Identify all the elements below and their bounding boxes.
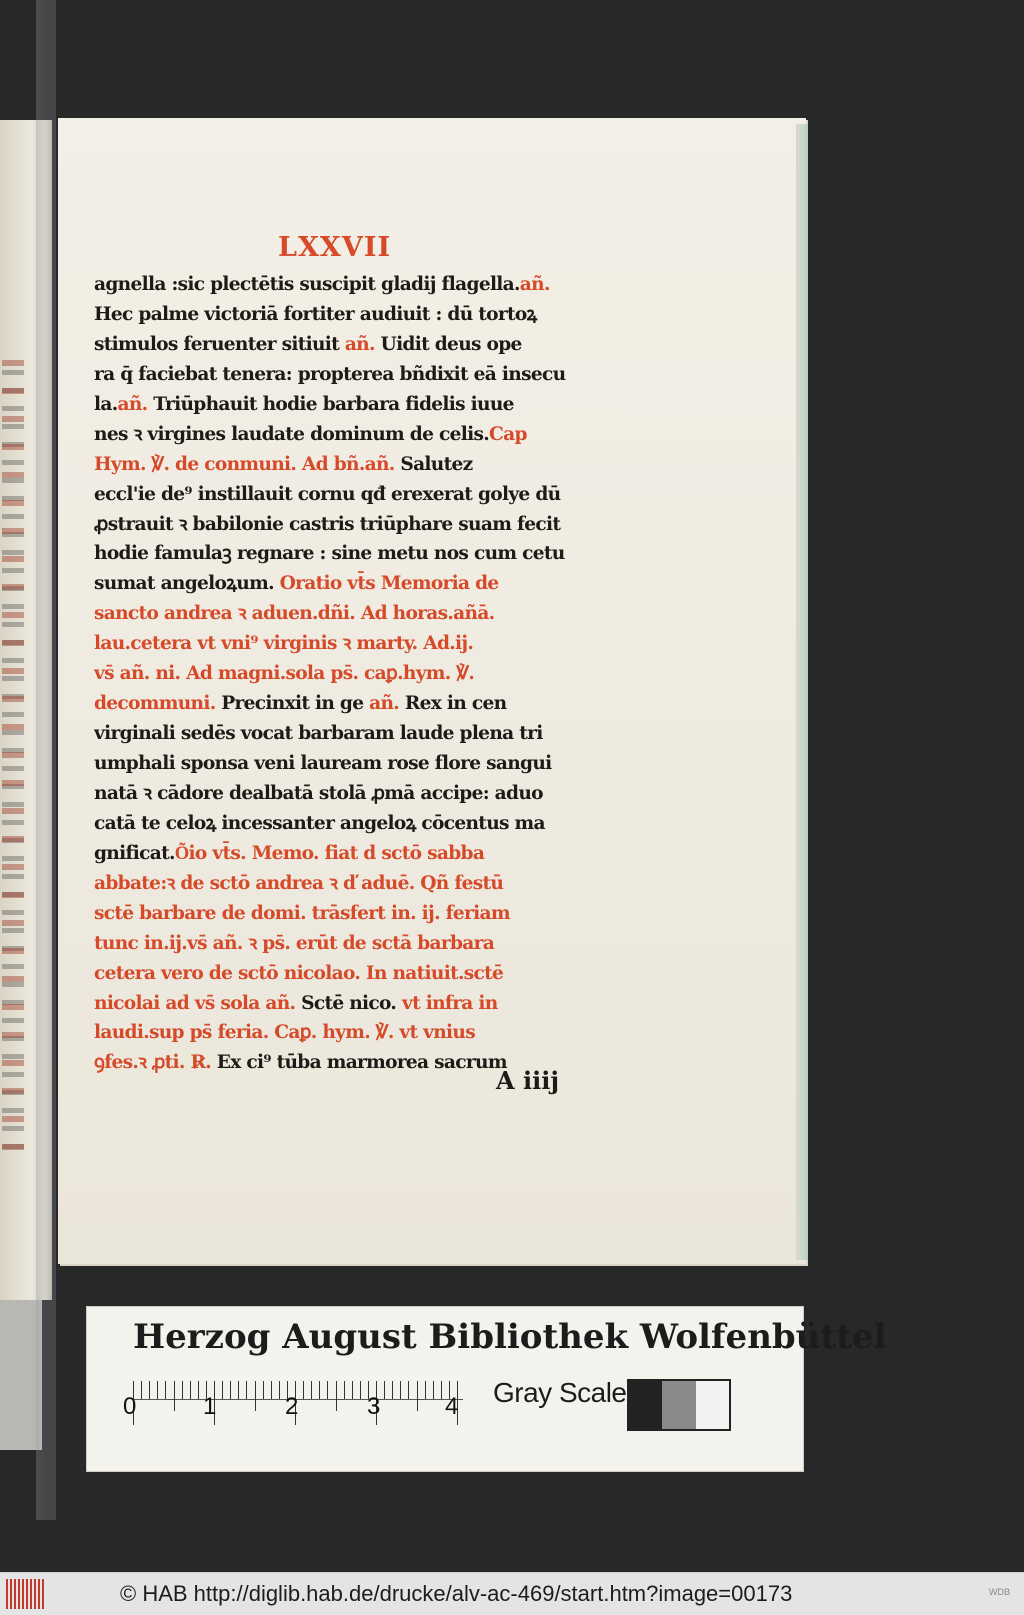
text-line [94, 809, 606, 839]
ruler-tick [441, 1381, 442, 1399]
ruler-tick [344, 1381, 345, 1399]
body-text: eccl'ie de⁹ instillauit cornu qđ erexerat golye dū [94, 483, 561, 505]
text-line [94, 719, 606, 749]
ruler-tick [149, 1381, 150, 1399]
body-text: catā te celoꝝ incessanter angeloꝝ cōcentus ma [94, 812, 545, 834]
rubric-text: tunc in.ij.vs̄ añ. ꝛ ps̄. erūt de sctā barbara [94, 932, 495, 954]
footer-mark: WDB [989, 1587, 1010, 1597]
body-text: virginali sedēs vocat barbaram laude plena tri [94, 723, 543, 745]
body-text: Salutez [394, 453, 473, 475]
text-line [94, 749, 606, 779]
text-line [94, 300, 606, 330]
ruler-number-3: 3 [367, 1393, 381, 1420]
ruler-tick [190, 1381, 191, 1399]
text-line [94, 839, 606, 869]
rubric-text: Cap [489, 423, 527, 445]
ruler-tick [417, 1381, 418, 1411]
ruler-tick [182, 1381, 183, 1399]
text-line [94, 779, 606, 809]
ruler-number-4: 4 [445, 1393, 459, 1420]
body-text: ra q̄ faciebat tenera: propterea bñdixit eā insecu [94, 363, 566, 385]
rubric-text: Hym. ℣. de conmuni. Ad bñ.añ. [94, 453, 395, 475]
ruler-tick [222, 1381, 223, 1399]
body-text: ꝓstrauit ꝛ babilonie castris triūphare suam fecit [94, 513, 561, 535]
rubric-text: sctē barbare de domi. trāsfert in. ij. feriam [94, 902, 510, 924]
body-text: Precinxit in ge [215, 693, 370, 715]
rubric-text: añ. [344, 333, 375, 355]
page-text-block [94, 270, 606, 1078]
page-fore-edge [796, 124, 808, 1260]
ruler-tick [141, 1381, 142, 1399]
text-line [94, 1018, 606, 1048]
ruler-tick [319, 1381, 320, 1399]
left-page-marks [2, 360, 24, 1160]
text-line [94, 929, 606, 959]
body-text: Uidit deus ope [374, 333, 522, 355]
gray-scale-label: Gray Scale [493, 1377, 627, 1408]
ruler-tick [303, 1381, 304, 1399]
body-text: Rex in cen [399, 693, 507, 715]
ruler-tick [279, 1381, 280, 1399]
ruler-tick [433, 1381, 434, 1399]
ruler-tick [174, 1381, 175, 1411]
rubric-text: decommuni. [94, 693, 216, 715]
body-text: agnella :sic plectētis suscipit gladij flagella. [94, 274, 520, 295]
rubric-text: cetera vero de sctō nicolao. In natiuit.sctē [94, 962, 504, 984]
ruler-tick [384, 1381, 385, 1399]
text-line [94, 420, 606, 450]
ruler-tick [408, 1381, 409, 1399]
rubric-text: Oratio vt̄s Memoria de [273, 573, 499, 595]
ruler-number-0: 0 [123, 1393, 137, 1420]
text-line [94, 629, 606, 659]
rubric-text: O͂io vt̄s. Memo. fiat d sctō sabba [174, 842, 485, 864]
text-line [94, 989, 606, 1019]
text-line [94, 330, 606, 360]
rubric-text: vs̄ añ. ni. Ad magni.sola ps̄. caꝑ.hym. ℣. [94, 663, 475, 685]
footer-bar [0, 1572, 1024, 1615]
body-text: sumat angeloꝝum. [94, 573, 274, 595]
ruler-tick [392, 1381, 393, 1399]
body-text: Hec palme victoriā fortiter audiuit : dū tortoꝝ [94, 303, 537, 325]
text-line [94, 360, 606, 390]
ruler-tick [198, 1381, 199, 1399]
gray-scale-swatches [627, 1379, 731, 1431]
gray-swatch-1 [662, 1381, 695, 1429]
body-text: umphali sponsa veni lauream rose flore sangui [94, 753, 552, 774]
signature-mark: A iiij [496, 1066, 560, 1095]
text-line [94, 959, 606, 989]
text-line [94, 599, 606, 629]
rubric-text: sancto andrea ꝛ aduen.dñi. Ad horas.añā. [94, 603, 495, 625]
body-text: Ex ci⁹ tūba marmorea sacrum [210, 1052, 507, 1074]
rubric-text: añ. [369, 693, 400, 715]
body-text: hodie famulaꝫ regnare : sine metu nos cum cetu [94, 543, 565, 565]
ruler-tick [400, 1381, 401, 1399]
text-line [94, 539, 606, 569]
text-line [94, 569, 606, 599]
text-line [94, 480, 606, 510]
ruler-tick [255, 1381, 256, 1411]
body-text: Triūphauit hodie barbara fidelis iuue [147, 393, 514, 415]
rubric-text: lau.cetera vt vni⁹ virginis ꝛ marty. Ad.ij. [94, 633, 474, 655]
text-line [94, 510, 606, 540]
text-line [94, 270, 606, 300]
body-text: stimulos feruenter sitiuit [94, 333, 345, 355]
rubric-text: laudi.sup ps̄ feria. Caꝑ. hym. ℣. vt vnius [94, 1022, 475, 1044]
ruler-tick [311, 1381, 312, 1399]
ruler-tick [246, 1381, 247, 1399]
rubric-text: ꝯfes.ꝛ ꝓti. R̷. [94, 1052, 211, 1074]
rubric-text: nicolai ad vs̄ sola añ. [94, 992, 302, 1014]
color-calibration-card [86, 1306, 887, 1472]
ruler-tick [230, 1381, 231, 1399]
hab-logo-icon [6, 1579, 46, 1609]
ruler-tick [157, 1381, 158, 1399]
ruler-tick [352, 1381, 353, 1399]
rubric-text: añ. [117, 393, 148, 415]
rubric-text: vt infra in [396, 992, 498, 1014]
body-text: Sctē nico. [301, 992, 397, 1014]
gray-swatch-0 [629, 1381, 662, 1429]
ruler-tick [425, 1381, 426, 1399]
ruler-tick [327, 1381, 328, 1399]
body-text: gnificat. [94, 842, 175, 864]
body-text: la. [94, 393, 118, 415]
rubric-text: abbate:ꝛ de sctō andrea ꝛ ď aduē. Qñ festū [94, 872, 504, 894]
text-line [94, 390, 606, 420]
ruler-tick [263, 1381, 264, 1399]
ruler-tick [165, 1381, 166, 1399]
text-line [94, 869, 606, 899]
glass-plate-edge [36, 0, 56, 1520]
ruler-tick [336, 1381, 337, 1411]
ruler-tick [238, 1381, 239, 1399]
footer-url[interactable]: © HAB http://diglib.hab.de/drucke/alv-ac-469/start.htm?image=00173 [120, 1581, 793, 1606]
ruler-number-2: 2 [285, 1393, 299, 1420]
text-line [94, 659, 606, 689]
folio-number: LXXVII [278, 232, 392, 263]
gray-swatch-2 [696, 1381, 729, 1429]
library-title: Herzog August Bibliothek Wolfenbüttel [133, 1317, 887, 1357]
ruler-number-1: 1 [203, 1393, 217, 1420]
ruler-tick [360, 1381, 361, 1399]
body-text: natā ꝛ cādore dealbatā stolā ꝓmā accipe: aduo [94, 782, 543, 804]
text-line [94, 450, 606, 480]
body-text: nes ꝛ virgines laudate dominum de celis. [94, 423, 490, 445]
rubric-text: añ. [519, 274, 550, 295]
ruler-tick [271, 1381, 272, 1399]
text-line [94, 899, 606, 929]
text-line [94, 689, 606, 719]
